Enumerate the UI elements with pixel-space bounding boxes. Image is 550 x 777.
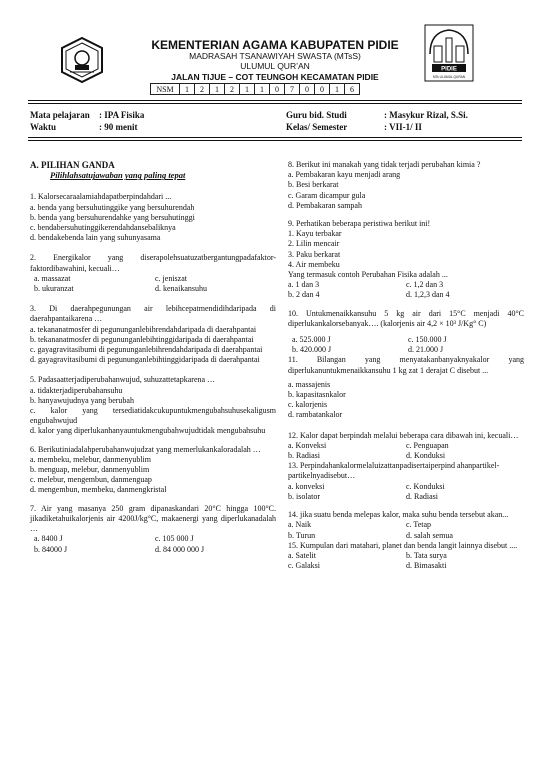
option: d. salah semua <box>406 530 453 540</box>
option-row <box>30 284 276 294</box>
option-row <box>288 551 524 561</box>
header-rule <box>28 103 522 104</box>
question-3: 3. Di daerahpegunungan air lebihcepatmendidihdaripada di daerahpantaikarena … <box>30 304 276 324</box>
option: b. kapasitasnkalor <box>288 390 346 400</box>
header-ministry: KEMENTERIAN AGAMA KABUPATEN PIDIE <box>151 38 399 52</box>
option: a. Naik <box>288 520 312 530</box>
header-address: JALAN TIJUE – COT TEUNGOH KECAMATAN PIDIE <box>171 72 379 82</box>
header-school-name: ULUMUL QUR’AN <box>240 61 310 71</box>
option: c. 150.000 J <box>408 335 447 345</box>
nsm-digit: 1 <box>255 84 270 95</box>
option-row <box>288 335 524 345</box>
info-rule <box>28 140 522 141</box>
nsm-digit: 6 <box>345 84 360 95</box>
option: d. kalor yang diperlukanhanyauntukmengubahwujudtidak mengubahsuhu <box>30 426 266 436</box>
section-instruction: Pilihlahsatujawaban yang paling tepat <box>50 170 186 181</box>
question-11: 11. Bilangan yang menyatakanbanyaknyakalor yang diperlukanuntukmenaikkansuhu 1 kg zat 1 derajat C disebut ... <box>288 355 524 375</box>
left-column <box>30 160 276 555</box>
option-row <box>288 531 524 541</box>
option: b. 84000 J <box>34 544 68 554</box>
school-logo-subtext: MTs ULUMUL QURAN <box>432 75 466 79</box>
option: d. 1,2,3 dan 4 <box>406 290 450 300</box>
nsm-digit: 2 <box>225 84 240 95</box>
option: a. tidakterjadiperubahansuhu <box>30 385 123 395</box>
option: d. Bimasakti <box>406 561 447 571</box>
option-row <box>288 441 524 451</box>
option: c. 105 000 J <box>155 534 194 544</box>
header-rule <box>28 100 522 101</box>
option: d. 21.000 J <box>408 345 444 355</box>
option: c. melebur, mengembun, danmenguap <box>30 475 152 485</box>
option: b. Radiasi <box>288 451 320 461</box>
nsm-table <box>150 83 360 95</box>
option-row <box>288 290 524 300</box>
nsm-label: NSM <box>151 84 180 95</box>
nsm-digit: 2 <box>195 84 210 95</box>
nsm-digit: 1 <box>180 84 195 95</box>
option: b. tekananatmosfer di pegununganlebihtinggidaripada di daerahpantai <box>30 334 254 344</box>
option: c. gayagravitasibumi di pegununganlebihrendahdaripada di daerahpantai <box>30 345 263 355</box>
nsm-digit: 1 <box>240 84 255 95</box>
option: c. kalorjenis <box>288 400 328 410</box>
nsm-digit: 7 <box>285 84 300 95</box>
subject-label: Mata pelajaran <box>30 110 90 120</box>
time-label: Waktu <box>30 122 57 132</box>
question-14: 14. jika suatu benda melepas kalor, maka suhu benda tersebut akan... <box>288 510 509 520</box>
option: b. benda yang bersuhurendahke yang bersuhutinggi <box>30 212 195 222</box>
question-6: 6. Berikutiniadalahperubahanwujudzat yang memerlukankaloradalah … <box>30 444 261 454</box>
right-column <box>288 160 524 571</box>
option-row <box>288 345 524 355</box>
teacher-value: : Masykur Rizal, S.Si. <box>384 110 468 120</box>
question-12: 12. Kalor dapat berpindah melalui beberapa cara dibawah ini, kecuali… <box>288 430 519 440</box>
option: c. Tetap <box>406 520 432 530</box>
option: d. kenaikansuhu <box>155 284 207 294</box>
info-rule <box>28 137 522 138</box>
option: c. Galaksi <box>288 561 320 571</box>
question-7: 7. Air yang masanya 250 gram dipanaskandari 20°C hingga 100°C. jikadiketahuikalorjenis air 4200J/kg°C, makaenergi yang diperlukanadalah … <box>30 503 276 534</box>
option: b. menguap, melebur, danmenyublim <box>30 465 150 475</box>
option: d. Konduksi <box>406 451 446 461</box>
option-row <box>30 545 276 555</box>
option: a. massajenis <box>288 379 331 389</box>
option: b. isolator <box>288 491 320 501</box>
option: b. Turun <box>288 530 316 540</box>
option: b. 420.000 J <box>292 345 332 355</box>
header-school-type: MADRASAH TSANAWIYAH SWASTA (MTsS) <box>189 51 361 61</box>
option-row <box>288 520 524 530</box>
question-9: 9. Perhatikan beberapa peristiwa berikut ini! <box>288 219 431 229</box>
option: c. 1,2 dan 3 <box>406 280 444 290</box>
question-9-stem: Yang termasuk contoh Perubahan Fisika adalah ... <box>288 270 448 280</box>
option: d. bendakebenda lain yang suhunyasama <box>30 233 161 243</box>
option: b. Tata surya <box>406 550 447 560</box>
subject-value: : IPA Fisika <box>99 110 145 120</box>
option-row <box>30 274 276 284</box>
question-10: 10. Untukmenaikkansuhu 5 kg air dari 15°C menjadi 40°C diperlukankalorsebanyak…. (kalorjenis air 4,2 × 10³ J/Kg° C) <box>288 308 524 328</box>
option: a. membeku, melebur, danmenyublim <box>30 454 151 464</box>
option: d. Radiasi <box>406 491 438 501</box>
question-13: 13. Perpindahankalormelaluizattanpadisertaiperpind ahanpartikel-partikelnyadisebut… <box>288 461 500 481</box>
option: a. benda yang bersuhutinggike yang bersuhurendah <box>30 202 195 212</box>
option: b. hanyawujudnya yang berubah <box>30 395 134 405</box>
option: d. mengembun, membeku, danmengkristal <box>30 485 167 495</box>
option: a. konveksi <box>288 481 325 491</box>
option: a. Satelit <box>288 550 316 560</box>
option-row <box>288 492 524 502</box>
option: a. Pembakaran kayu menjadi arang <box>288 170 401 180</box>
option-row <box>30 534 276 544</box>
option: a. Konveksi <box>288 440 327 450</box>
option: c. jeniszat <box>155 273 187 283</box>
option: c. Garam dicampur gula <box>288 190 366 200</box>
option: a. massazat <box>34 273 71 283</box>
question-1: 1. Kalorsecaraalamiahdapatberpindahdari ... <box>30 192 172 202</box>
option: d. gayagravitasibumi di pegununganlebihtinggidaripada di daerahpantai <box>30 355 260 365</box>
question-8: 8. Berikut ini manakah yang tidak terjadi perubahan kimia ? <box>288 160 481 169</box>
section-title: A. PILIHAN GANDA <box>30 160 115 170</box>
question-2: 2. Energikalor yang diserapolehsuatuzatbergantungpadafaktor-faktordibawahini, kecuali… <box>30 253 276 273</box>
option: c. bendabersuhutinggikerendahdansebaliknya <box>30 223 176 233</box>
list-item: 2. Lilin mencair <box>288 239 340 249</box>
nsm-digit: 0 <box>300 84 315 95</box>
list-item: 4. Air membeku <box>288 259 340 269</box>
option: b. ukuranzat <box>34 284 74 294</box>
teacher-label: Guru bid. Studi <box>286 110 347 120</box>
list-item: 1. Kayu terbakar <box>288 229 342 239</box>
nsm-digit: 1 <box>330 84 345 95</box>
nsm-digit: 0 <box>315 84 330 95</box>
option: d. rambatankalor <box>288 410 343 420</box>
option: d. Pembakaran sampah <box>288 200 362 210</box>
class-value: : VII-1/ II <box>384 122 422 132</box>
option: a. tekananatmosfer di pegununganlebihrendahdaripada di daerahpantai <box>30 324 257 334</box>
option: b. Besi berkarat <box>288 180 339 190</box>
option: a. 525.000 J <box>292 335 331 345</box>
option: a. 1 dan 3 <box>288 280 320 290</box>
option-row <box>288 451 524 461</box>
time-value: : 90 menit <box>99 122 138 132</box>
question-15: 15. Kumpulan dari matahari, planet dan benda langit lainnya disebut .... <box>288 540 518 550</box>
option-row <box>288 280 524 290</box>
option-row <box>288 482 524 492</box>
question-5: 5. Padasaatterjadiperubahanwujud, suhuzattetapkarena … <box>30 375 216 385</box>
school-logo-text: PIDIE <box>441 66 457 73</box>
option: c. Konduksi <box>406 481 445 491</box>
option: a. 8400 J <box>34 534 63 544</box>
option: b. 2 dan 4 <box>288 290 320 300</box>
option: c. Penguapan <box>406 440 449 450</box>
list-item: 3. Paku berkarat <box>288 249 341 259</box>
nsm-digit: 1 <box>210 84 225 95</box>
option-row <box>288 561 524 571</box>
nsm-digit: 0 <box>270 84 285 95</box>
class-label: Kelas/ Semester <box>286 122 348 132</box>
option: d. 84 000 000 J <box>155 544 205 554</box>
option: c. kalor yang tersediatidakcukupuntukmengubahsuhusekaligusm engubahwujud <box>30 406 276 426</box>
